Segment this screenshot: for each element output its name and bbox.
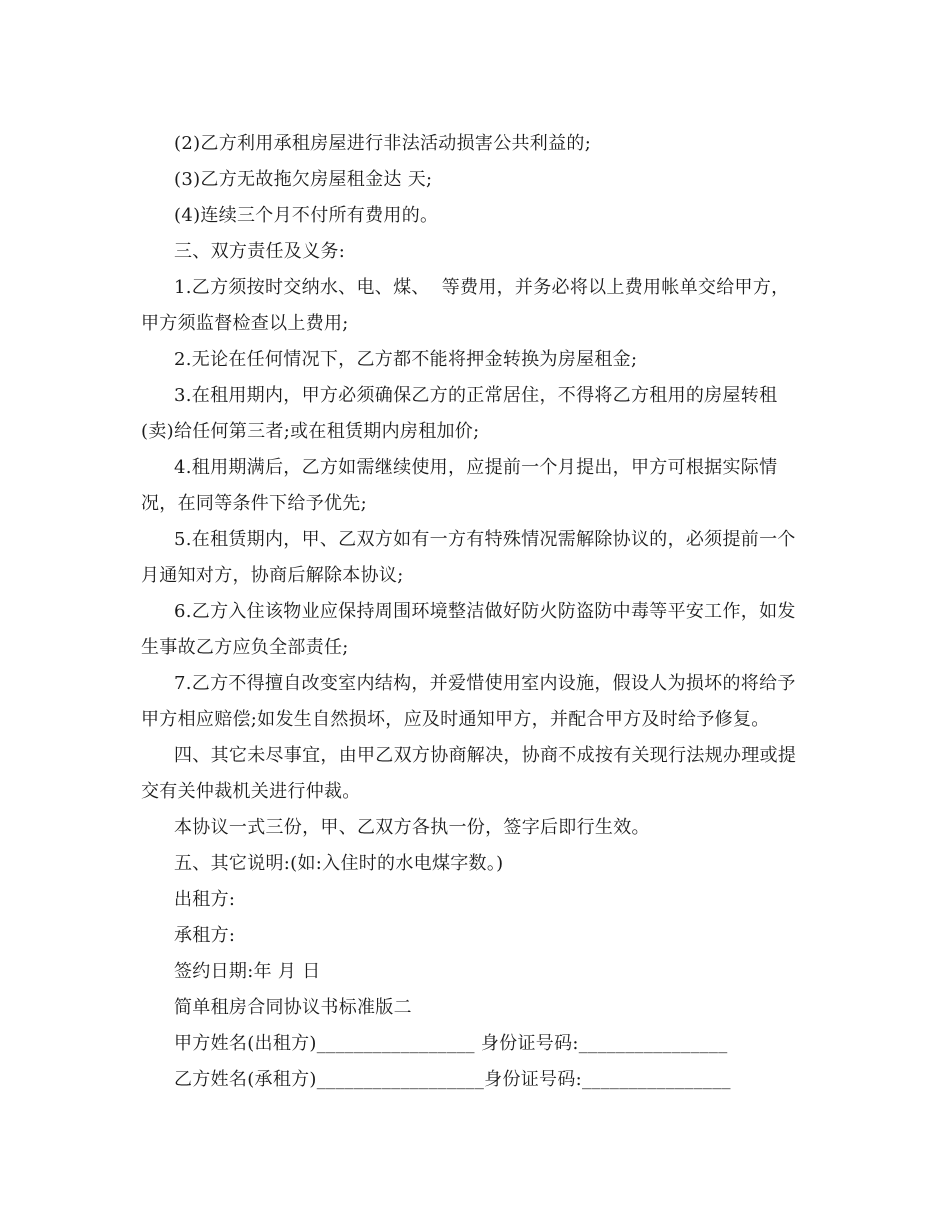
section-heading: 三、双方责任及义务: xyxy=(174,241,346,262)
clause-line: 1.乙方须按时交纳水、电、煤、 等费用，并务必将以上费用帐单交给甲方， xyxy=(174,277,790,298)
lessee-signature-line: 承租方: xyxy=(174,925,236,946)
clause-line-continued: 甲方相应赔偿;如发生自然损坏，应及时通知甲方，并配合甲方及时给予修复。 xyxy=(141,709,770,730)
section-heading: 四、其它未尽事宜，由甲乙双方协商解决，协商不成按有关现行法规办理或提 xyxy=(174,745,797,766)
clause-line: 5.在租赁期内，甲、乙双方如有一方有特殊情况需解除协议的，必须提前一个 xyxy=(174,529,796,550)
clause-line: 本协议一式三份，甲、乙双方各执一份，签字后即行生效。 xyxy=(174,817,650,838)
clause-line: (2)乙方利用承租房屋进行非法活动损害公共利益的; xyxy=(174,133,592,154)
clause-line-continued: 生事故乙方应负全部责任; xyxy=(141,637,349,658)
clause-line-continued: (卖)给任何第三者;或在租赁期内房租加价; xyxy=(141,421,480,442)
lessor-signature-line: 出租方: xyxy=(174,889,236,910)
clause-line-continued: 月通知对方，协商后解除本协议; xyxy=(141,565,404,586)
clause-line-continued: 交有关仲裁机关进行仲裁。 xyxy=(141,781,361,802)
clause-line: 4.租用期满后，乙方如需继续使用，应提前一个月提出，甲方可根据实际情 xyxy=(174,457,778,478)
signing-date-line: 签约日期:年 月 日 xyxy=(174,961,321,982)
clause-line: (3)乙方无故拖欠房屋租金达 天; xyxy=(174,169,433,190)
party-b-info-line: 乙方姓名(承租方)__________________身份证号码:________________ xyxy=(174,1069,731,1090)
document-subtitle: 简单租房合同协议书标准版二 xyxy=(174,997,412,1018)
clause-line-continued: 甲方须监督检查以上费用; xyxy=(141,313,349,334)
clause-line-continued: 况，在同等条件下给予优先; xyxy=(141,493,367,514)
clause-line: 2.无论在任何情况下，乙方都不能将押金转换为房屋租金; xyxy=(174,349,638,370)
clause-line: 3.在租用期内，甲方必须确保乙方的正常居住，不得将乙方租用的房屋转租 xyxy=(174,385,778,406)
section-heading: 五、其它说明:(如:入住时的水电煤字数。) xyxy=(174,853,504,874)
party-a-info-line: 甲方姓名(出租方)_________________ 身份证号码:________________ xyxy=(174,1033,728,1054)
clause-line: 6.乙方入住该物业应保持周围环境整洁做好防火防盗防中毒等平安工作，如发 xyxy=(174,601,796,622)
clause-line: 7.乙方不得擅自改变室内结构，并爱惜使用室内设施，假设人为损坏的将给予 xyxy=(174,673,796,694)
clause-line: (4)连续三个月不付所有费用的。 xyxy=(174,205,439,226)
